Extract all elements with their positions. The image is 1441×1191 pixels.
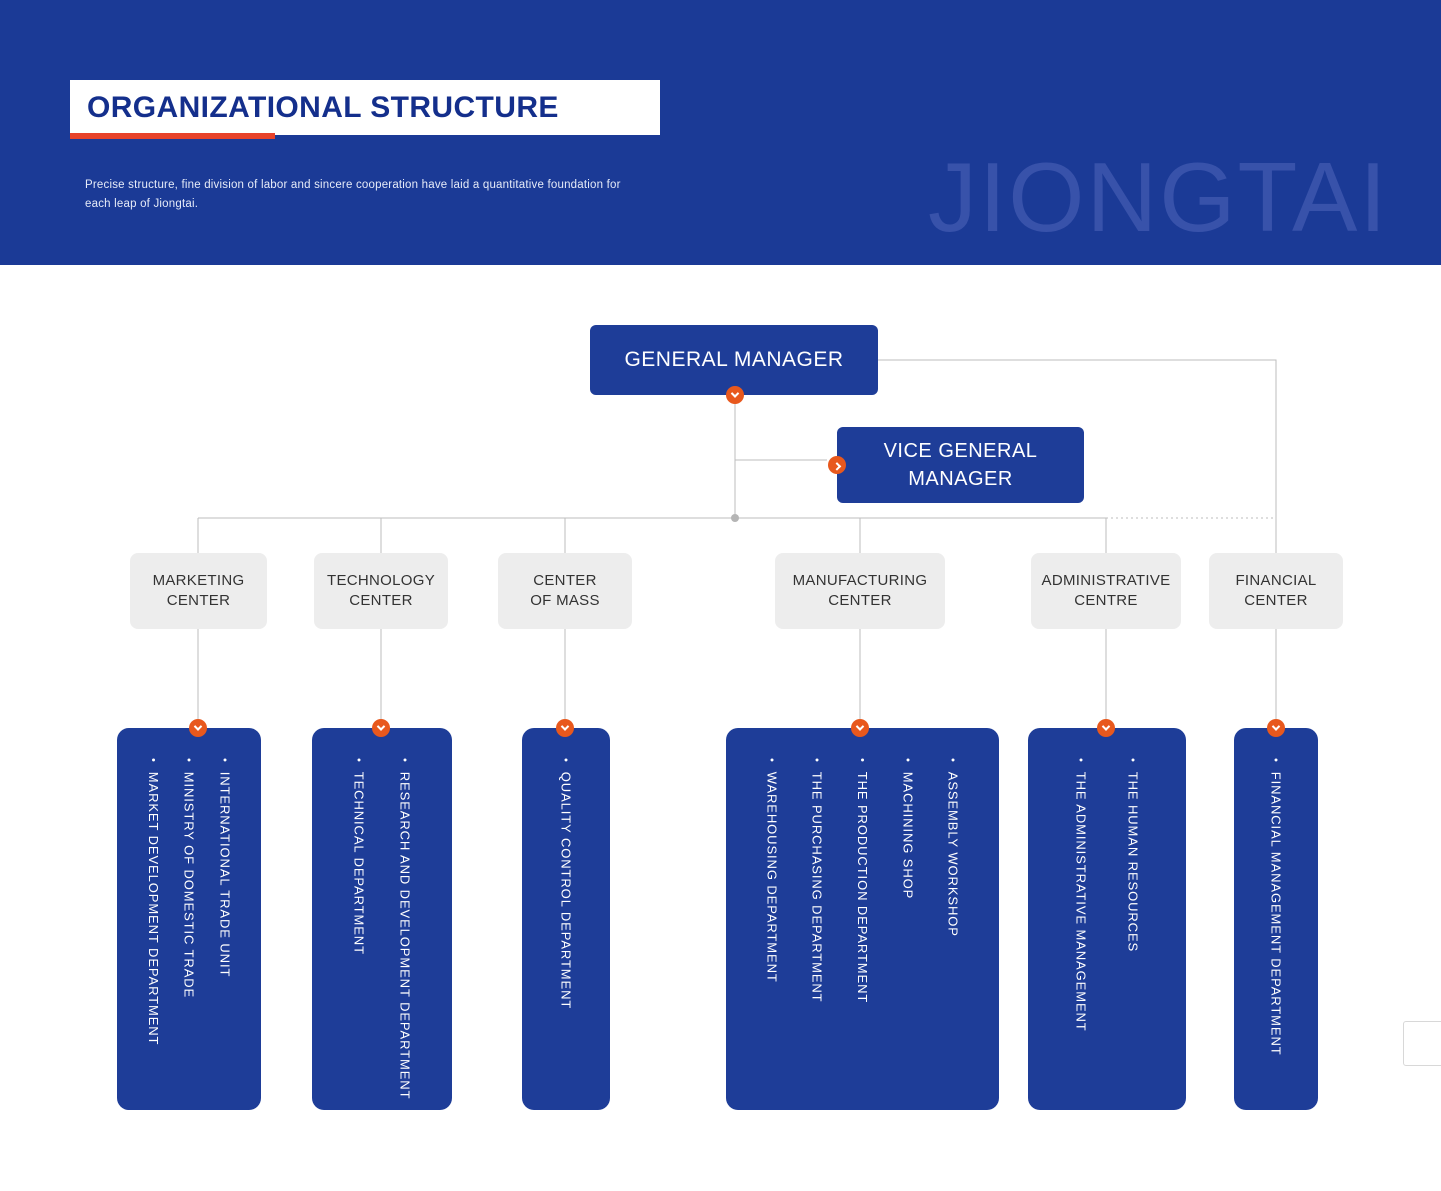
chevron-down-icon [561, 722, 569, 730]
department-item: • THE HUMAN RESOURCES [1126, 758, 1141, 1094]
departments-technology [312, 728, 452, 1110]
chevron-down-icon [1102, 722, 1110, 730]
node-vice-general-manager [837, 427, 1084, 503]
center-label: ADMINISTRATIVE [1041, 571, 1171, 589]
vice-label-line-2: MANAGER [908, 468, 1013, 490]
department-item: • QUALITY CONTROL DEPARTMENT [559, 758, 574, 1094]
center-of-mass-marker [556, 719, 574, 737]
financial-marker [1267, 719, 1285, 737]
chevron-down-icon [194, 722, 202, 730]
department-item: • ASSEMBLY WORKSHOP [946, 758, 961, 1094]
center-label: CENTER [828, 592, 892, 609]
manufacturing-marker [851, 719, 869, 737]
chevron-right-icon [833, 462, 841, 470]
department-item: • MINISTRY OF DOMESTIC TRADE [182, 758, 197, 1094]
brand-watermark: JIONGTAI [928, 142, 1389, 252]
center-label: CENTER [533, 571, 597, 589]
node-general-manager: GENERAL MANAGER [590, 325, 878, 395]
center-label: MARKETING [152, 571, 245, 589]
department-item: • THE ADMINISTRATIVE MANAGEMENT [1073, 758, 1088, 1094]
general-manager-marker [726, 386, 744, 404]
node-technology-center [314, 553, 448, 629]
department-item: • MARKET DEVELOPMENT DEPARTMENT [146, 758, 161, 1094]
departments-administrative [1028, 728, 1186, 1110]
technology-marker [372, 719, 390, 737]
department-item: • FINANCIAL MANAGEMENT DEPARTMENT [1269, 758, 1284, 1094]
junction-dot [731, 514, 739, 522]
node-administrative-centre [1031, 553, 1181, 629]
center-label: OF MASS [530, 592, 600, 609]
department-item: • MACHINING SHOP [900, 758, 915, 1094]
node-financial-center [1209, 553, 1343, 629]
node-marketing-center [130, 553, 267, 629]
administrative-marker [1097, 719, 1115, 737]
chevron-down-icon [856, 722, 864, 730]
departments-financial [1234, 728, 1318, 1110]
department-item: • WAREHOUSING DEPARTMENT [764, 758, 779, 1094]
departments-manufacturing [726, 728, 999, 1110]
chevron-down-icon [1272, 722, 1280, 730]
department-item: • THE PRODUCTION DEPARTMENT [855, 758, 870, 1094]
center-label: TECHNOLOGY [326, 571, 435, 589]
center-label: MANUFACTURING [792, 571, 928, 589]
department-item: • THE PURCHASING DEPARTMENT [810, 758, 825, 1094]
department-item: • RESEARCH AND DEVELOPMENT DEPARTMENT [398, 758, 413, 1094]
center-label: CENTER [166, 592, 231, 609]
departments-center-of-mass [522, 728, 610, 1110]
department-item: • TECHNICAL DEPARTMENT [351, 758, 366, 1094]
center-label: CENTER [349, 592, 413, 609]
vice-label-line-1: VICE GENERAL [883, 440, 1038, 462]
chevron-down-icon [377, 722, 385, 730]
chevron-down-icon [731, 389, 739, 397]
subtitle-line-1: Precise structure, fine division of labor and sincere cooperation have laid a quantitative foundation for [85, 179, 621, 191]
center-label: CENTRE [1074, 592, 1138, 609]
center-label: FINANCIAL [1235, 571, 1317, 589]
node-manufacturing-center [775, 553, 945, 629]
departments-marketing [117, 728, 261, 1110]
marketing-marker [189, 719, 207, 737]
center-label: CENTER [1244, 592, 1308, 609]
subtitle-line-2: each leap of Jiongtai. [85, 197, 199, 210]
department-item: • INTERNATIONAL TRADE UNIT [217, 758, 232, 1094]
node-center-of-mass [498, 553, 632, 629]
vice-general-manager-marker [828, 456, 846, 474]
floating-widget[interactable] [1403, 1021, 1441, 1066]
page-title: ORGANIZATIONAL STRUCTURE [87, 90, 559, 124]
